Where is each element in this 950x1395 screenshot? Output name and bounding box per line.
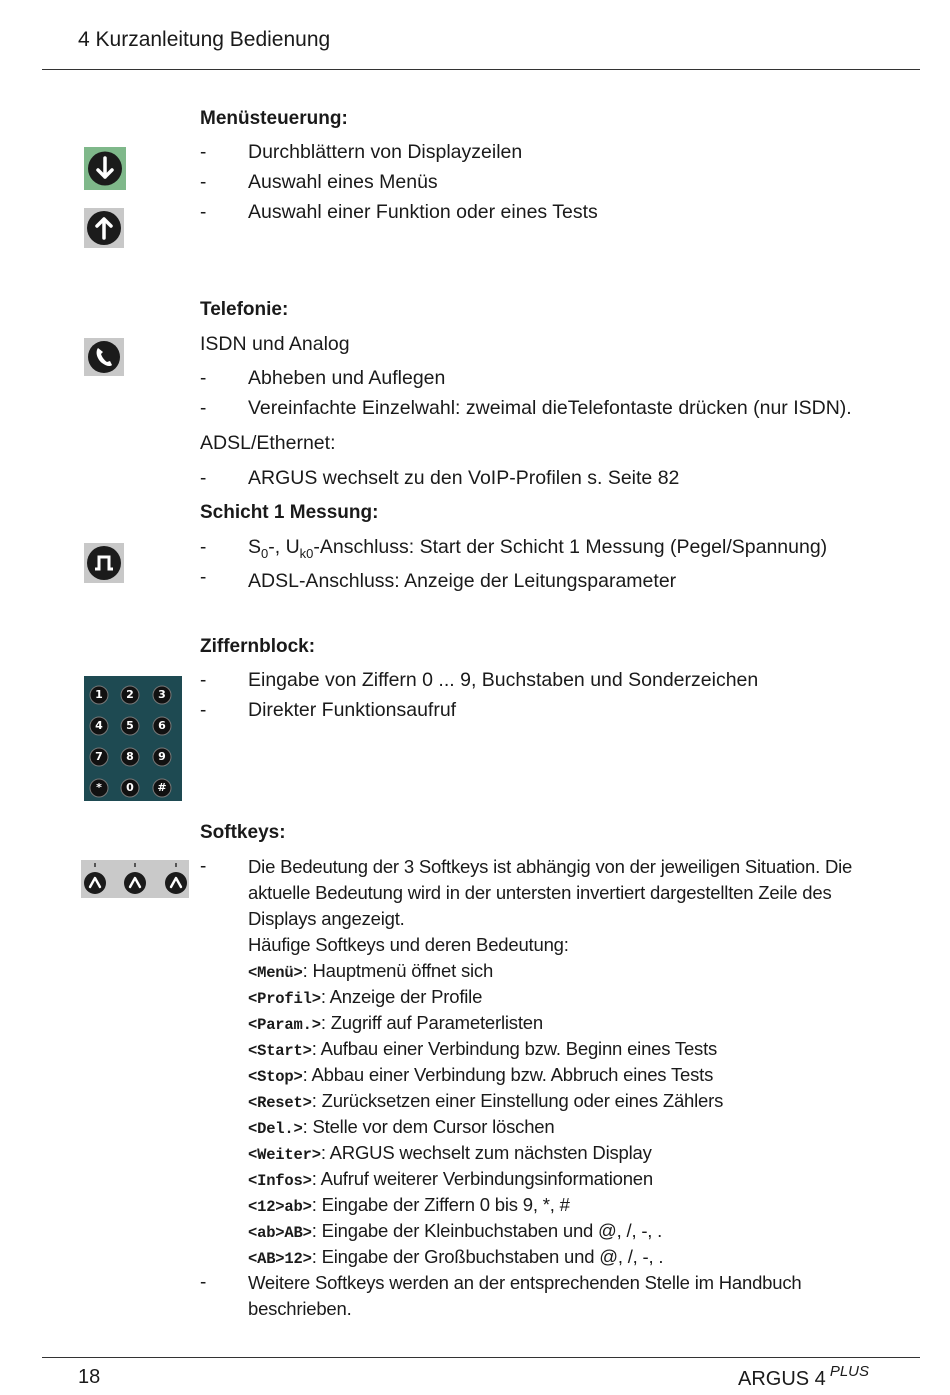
keypad-key: 8 [126,750,134,763]
keypad-key: 1 [95,688,103,701]
menu-item: Auswahl eines Menüs [248,171,438,193]
page-number: 18 [78,1366,101,1388]
keypad-key: 0 [126,781,134,794]
ziffern-heading: Ziffernblock: [200,636,316,657]
softkey-entry: <ab>AB>: Eingabe der Kleinbuchstaben und @, /, -, . [248,1220,663,1242]
softkeys-intro: aktuelle Bedeutung wird in der untersten invertiert dargestellten Zeile des [248,882,832,903]
softkeys-heading: Softkeys: [200,822,286,843]
softkey-entry: <Menü>: Hauptmenü öffnet sich [248,960,494,982]
menu-item: Auswahl einer Funktion oder eines Tests [248,201,598,223]
softkey-entry: <Param.>: Zugriff auf Parameterlisten [248,1012,543,1034]
phone-key-icon [84,338,124,376]
softkey-entry: <Profil>: Anzeige der Profile [248,986,483,1008]
ziffern-item: Eingabe von Ziffern 0 ... 9, Buchstaben und Sonderzeichen [248,669,759,691]
menu-item: Durchblättern von Displayzeilen [248,141,523,163]
bullet-dash: - [200,172,207,193]
softkeys-intro: Displays angezeigt. [248,908,405,929]
softkeys-more: beschrieben. [248,1298,352,1319]
telefonie-heading: Telefonie: [200,299,289,320]
softkeys-list-title: Häufige Softkeys und deren Bedeutung: [248,934,569,955]
isdn-label: ISDN und Analog [200,333,350,355]
softkey-entry: <Del.>: Stelle vor dem Cursor löschen [248,1116,555,1138]
softkey-entry: <Stop>: Abbau einer Verbindung bzw. Abbruch eines Tests [248,1064,714,1086]
schicht-heading: Schicht 1 Messung: [200,502,379,523]
bullet-dash: - [200,567,207,588]
footer-rule [42,1357,920,1358]
measure-key-icon [84,543,124,583]
softkeys-more: Weitere Softkeys werden an der entsprechenden Stelle im Handbuch [248,1272,802,1293]
adsl-label: ADSL/Ethernet: [200,432,336,454]
keypad-key: 2 [126,688,134,701]
header-rule [42,69,920,70]
adsl-item: ARGUS wechselt zu den VoIP-Profilen s. Seite 82 [248,467,680,489]
bullet-dash: - [200,468,207,489]
bullet-dash: - [200,700,207,721]
keypad-key: 7 [95,750,103,763]
arrow-up-key-icon [84,208,124,248]
bullet-dash: - [200,1272,207,1293]
ziffern-item: Direkter Funktionsaufruf [248,699,457,721]
menu-heading: Menüsteuerung: [200,108,348,129]
softkey-entry: <Weiter>: ARGUS wechselt zum nächsten Display [248,1142,652,1164]
arrow-down-key-icon [84,147,126,190]
bullet-dash: - [200,398,207,419]
telefonie-item: Abheben und Auflegen [248,367,446,389]
page-header: 4 Kurzanleitung Bedienung [78,28,331,51]
softkeys-icon [81,860,189,898]
keypad-key: 4 [95,719,103,732]
bullet-dash: - [200,202,207,223]
keypad-key: 6 [158,719,166,732]
keypad-key: 9 [158,750,166,763]
softkey-entry: <AB>12>: Eingabe der Großbuchstaben und @, /, -, . [248,1246,664,1268]
softkey-entry: <Reset>: Zurücksetzen einer Einstellung oder eines Zählers [248,1090,724,1112]
keypad-key: 5 [126,719,134,732]
keypad-key: # [157,781,167,794]
bullet-dash: - [200,368,207,389]
softkey-entry: <Infos>: Aufruf weiterer Verbindungsinformationen [248,1168,653,1190]
bullet-dash: - [200,856,207,877]
schicht-item-adsl: ADSL-Anschluss: Anzeige der Leitungsparameter [248,570,677,592]
schicht-item-s0: $S_0-$, $U_{k0}$-Anschluss: Start der Schicht 1 Messung (Pegel/Spannung) [248,536,828,561]
softkeys-intro: Die Bedeutung der 3 Softkeys ist abhängig von der jeweiligen Situation. Die [248,856,853,877]
keypad-key: * [96,781,102,794]
bullet-dash: - [200,670,207,691]
softkey-entry: <Start>: Aufbau einer Verbindung bzw. Beginn eines Tests [248,1038,718,1060]
product-name: ARGUS 4 $^{PLUS}$ [738,1363,869,1390]
keypad-icon [84,676,182,801]
telefonie-item: Vereinfachte Einzelwahl: zweimal dieTelefontaste drücken (nur ISDN). [248,397,852,419]
bullet-dash: - [200,537,207,558]
bullet-dash: - [200,142,207,163]
softkey-entry: <12>ab>: Eingabe der Ziffern 0 bis 9, *, # [248,1194,570,1216]
keypad-key: 3 [158,688,166,701]
